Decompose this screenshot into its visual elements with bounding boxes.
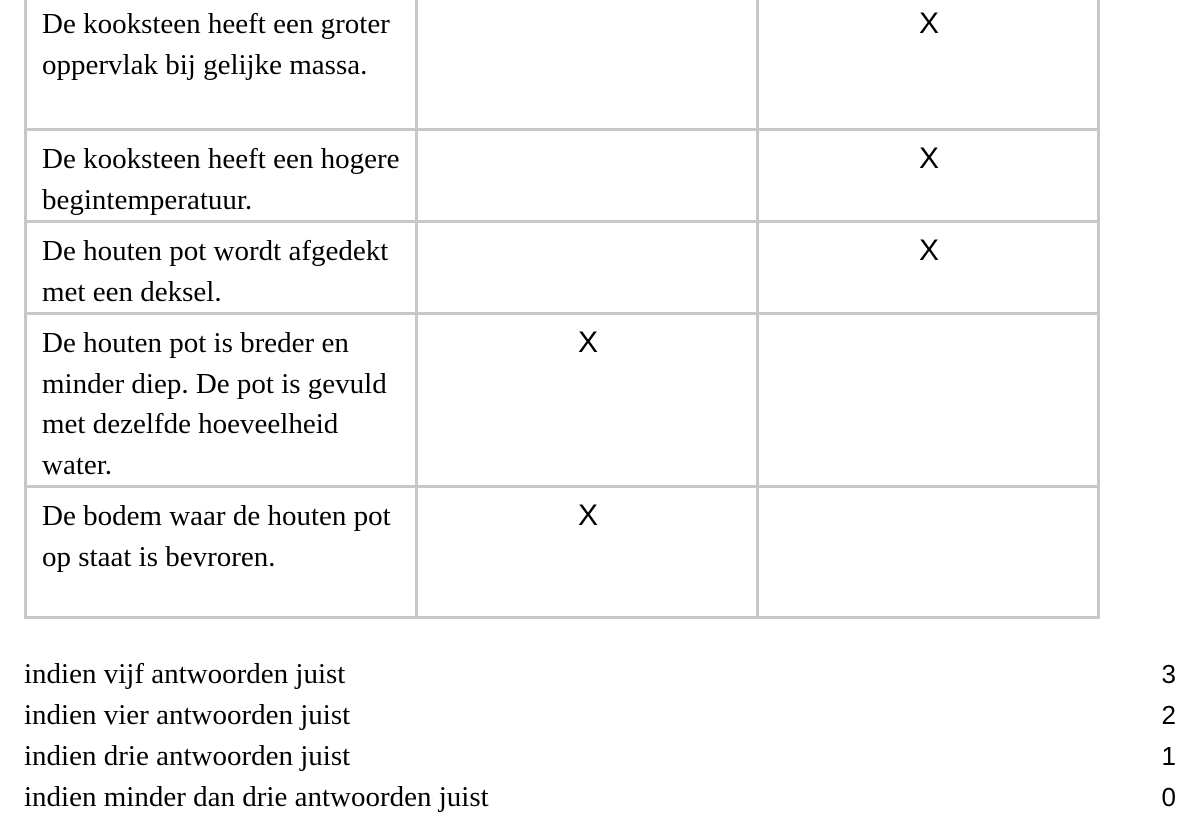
scoring-points: 1 [1161, 741, 1176, 771]
statement-cell: De houten pot is breder en minder diep. De pot is gevuld met dezelfde hoeveelheid water. [26, 314, 417, 487]
mark-cell-col1 [417, 0, 758, 130]
mark-col2: X [918, 234, 939, 267]
table-row [26, 222, 1099, 314]
mark-cell-col1 [417, 130, 758, 222]
mark-cell-col2 [758, 314, 1099, 487]
mark-cell-col2 [758, 130, 1099, 222]
scoring-label: indien drie antwoorden juist [24, 740, 351, 772]
scoring-row [24, 695, 1176, 736]
scoring-row [24, 777, 1176, 818]
table-row [26, 314, 1099, 487]
scoring-points: 0 [1161, 782, 1176, 812]
scoring-list [24, 654, 1176, 818]
statement-cell: De kooksteen heeft een groter oppervlak bij gelijke massa. [26, 0, 417, 130]
scoring-label: indien minder dan drie antwoorden juist [24, 781, 489, 813]
mark-cell-col1 [417, 222, 758, 314]
mark-cell-col1 [417, 487, 758, 618]
statement-cell: De kooksteen heeft een hogere begintemperatuur. [26, 130, 417, 222]
mark-cell-col2 [758, 0, 1099, 130]
table-row [26, 130, 1099, 222]
table-row [26, 0, 1099, 130]
mark-col2: X [918, 142, 939, 175]
table-row [26, 487, 1099, 618]
scoring-label: indien vier antwoorden juist [24, 699, 351, 731]
mark-cell-col2 [758, 487, 1099, 618]
scoring-points: 3 [1161, 659, 1176, 689]
scoring-label: indien vijf antwoorden juist [24, 658, 346, 690]
mark-col1: X [577, 326, 598, 359]
mark-col1: X [577, 499, 598, 532]
scoring-points: 2 [1161, 700, 1176, 730]
statement-cell: De houten pot wordt afgedekt met een deksel. [26, 222, 417, 314]
statement-cell: De bodem waar de houten pot op staat is bevroren. [26, 487, 417, 618]
mark-cell-col2 [758, 222, 1099, 314]
mark-cell-col1 [417, 314, 758, 487]
scoring-row [24, 654, 1176, 695]
scoring-row [24, 736, 1176, 777]
mark-col2: X [918, 7, 939, 40]
answer-table [24, 0, 1100, 619]
